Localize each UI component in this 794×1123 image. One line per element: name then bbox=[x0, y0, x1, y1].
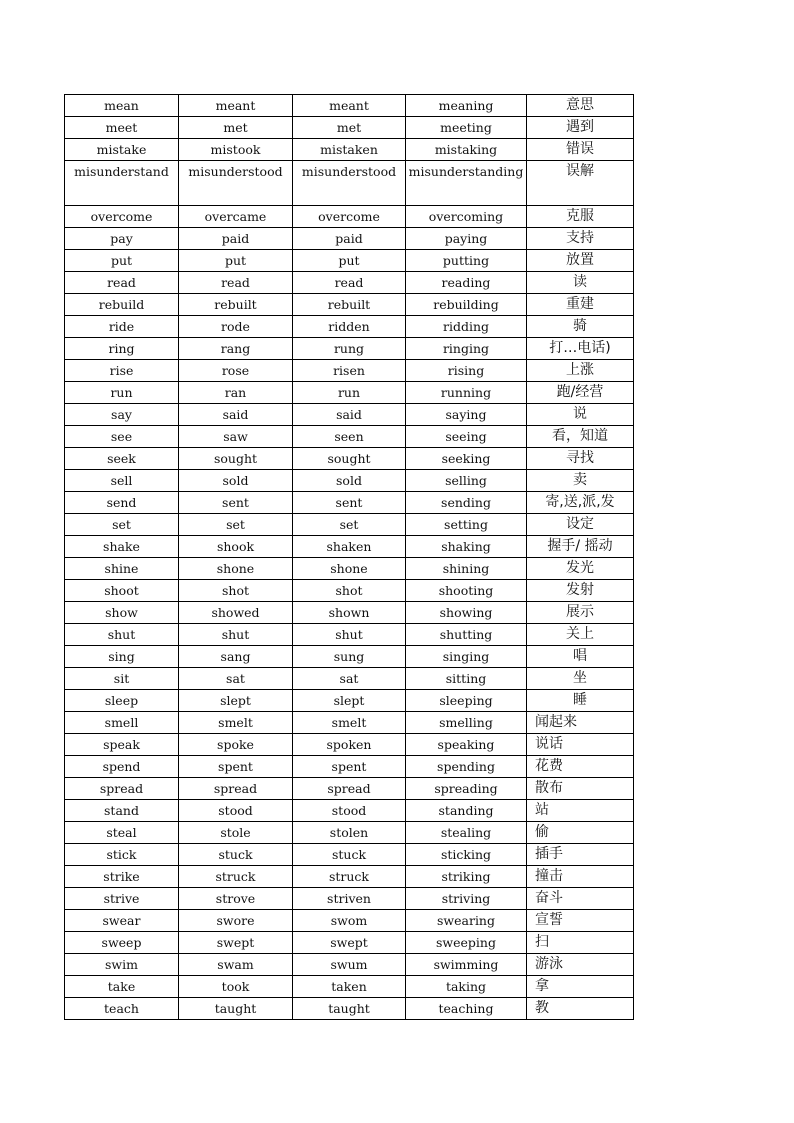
present-participle-cell: shaking bbox=[406, 536, 527, 558]
past-tense-cell: overcame bbox=[179, 206, 293, 228]
chinese-meaning-cell: 睡 bbox=[527, 690, 634, 712]
table-row bbox=[65, 117, 634, 139]
chinese-meaning-cell: 跑/经营 bbox=[527, 382, 634, 404]
table-row bbox=[65, 800, 634, 822]
base-form-cell: sing bbox=[65, 646, 179, 668]
table-row bbox=[65, 492, 634, 514]
chinese-meaning-cell: 握手/ 摇动 bbox=[527, 536, 634, 558]
base-form-cell: sit bbox=[65, 668, 179, 690]
past-participle-cell: set bbox=[293, 514, 406, 536]
present-participle-cell: smelling bbox=[406, 712, 527, 734]
present-participle-cell: putting bbox=[406, 250, 527, 272]
past-participle-cell: smelt bbox=[293, 712, 406, 734]
chinese-meaning-cell: 寻找 bbox=[527, 448, 634, 470]
base-form-cell: overcome bbox=[65, 206, 179, 228]
chinese-meaning-cell: 支持 bbox=[527, 228, 634, 250]
base-form-cell: shake bbox=[65, 536, 179, 558]
past-participle-cell: sold bbox=[293, 470, 406, 492]
past-tense-cell: showed bbox=[179, 602, 293, 624]
base-form-cell: take bbox=[65, 976, 179, 998]
chinese-meaning-cell: 奋斗 bbox=[527, 888, 634, 910]
present-participle-cell: sleeping bbox=[406, 690, 527, 712]
table-row bbox=[65, 536, 634, 558]
chinese-meaning-cell: 说 bbox=[527, 404, 634, 426]
present-participle-cell: reading bbox=[406, 272, 527, 294]
base-form-cell: misunderstand bbox=[65, 161, 179, 206]
table-row bbox=[65, 139, 634, 161]
present-participle-cell: speaking bbox=[406, 734, 527, 756]
present-participle-cell: saying bbox=[406, 404, 527, 426]
table-row bbox=[65, 514, 634, 536]
table-row bbox=[65, 228, 634, 250]
past-participle-cell: put bbox=[293, 250, 406, 272]
base-form-cell: strive bbox=[65, 888, 179, 910]
past-tense-cell: misunderstood bbox=[179, 161, 293, 206]
base-form-cell: stick bbox=[65, 844, 179, 866]
chinese-meaning-cell: 放置 bbox=[527, 250, 634, 272]
past-tense-cell: sold bbox=[179, 470, 293, 492]
past-tense-cell: said bbox=[179, 404, 293, 426]
chinese-meaning-cell: 唱 bbox=[527, 646, 634, 668]
base-form-cell: sleep bbox=[65, 690, 179, 712]
table-row bbox=[65, 602, 634, 624]
chinese-meaning-cell: 打…电话) bbox=[527, 338, 634, 360]
table-row bbox=[65, 712, 634, 734]
base-form-cell: shoot bbox=[65, 580, 179, 602]
chinese-meaning-cell: 教 bbox=[527, 998, 634, 1020]
verb-table-body bbox=[65, 95, 634, 1020]
base-form-cell: shut bbox=[65, 624, 179, 646]
table-row bbox=[65, 95, 634, 117]
past-participle-cell: taught bbox=[293, 998, 406, 1020]
past-tense-cell: spread bbox=[179, 778, 293, 800]
base-form-cell: strike bbox=[65, 866, 179, 888]
base-form-cell: stand bbox=[65, 800, 179, 822]
present-participle-cell: rising bbox=[406, 360, 527, 382]
base-form-cell: mean bbox=[65, 95, 179, 117]
past-tense-cell: smelt bbox=[179, 712, 293, 734]
past-tense-cell: ran bbox=[179, 382, 293, 404]
base-form-cell: run bbox=[65, 382, 179, 404]
table-row bbox=[65, 250, 634, 272]
table-row bbox=[65, 976, 634, 998]
past-participle-cell: shut bbox=[293, 624, 406, 646]
past-participle-cell: sung bbox=[293, 646, 406, 668]
base-form-cell: sell bbox=[65, 470, 179, 492]
table-row bbox=[65, 580, 634, 602]
past-tense-cell: sent bbox=[179, 492, 293, 514]
table-row bbox=[65, 932, 634, 954]
past-tense-cell: swam bbox=[179, 954, 293, 976]
past-participle-cell: struck bbox=[293, 866, 406, 888]
past-tense-cell: shook bbox=[179, 536, 293, 558]
table-row bbox=[65, 294, 634, 316]
base-form-cell: smell bbox=[65, 712, 179, 734]
chinese-meaning-cell: 展示 bbox=[527, 602, 634, 624]
past-participle-cell: met bbox=[293, 117, 406, 139]
present-participle-cell: setting bbox=[406, 514, 527, 536]
past-tense-cell: rose bbox=[179, 360, 293, 382]
present-participle-cell: ridding bbox=[406, 316, 527, 338]
table-row bbox=[65, 161, 634, 206]
chinese-meaning-cell: 遇到 bbox=[527, 117, 634, 139]
present-participle-cell: misunderstanding bbox=[406, 161, 527, 206]
chinese-meaning-cell: 发射 bbox=[527, 580, 634, 602]
base-form-cell: put bbox=[65, 250, 179, 272]
past-tense-cell: sought bbox=[179, 448, 293, 470]
past-tense-cell: rebuilt bbox=[179, 294, 293, 316]
chinese-meaning-cell: 克服 bbox=[527, 206, 634, 228]
table-row bbox=[65, 756, 634, 778]
chinese-meaning-cell: 重建 bbox=[527, 294, 634, 316]
base-form-cell: rebuild bbox=[65, 294, 179, 316]
chinese-meaning-cell: 意思 bbox=[527, 95, 634, 117]
chinese-meaning-cell: 误解 bbox=[527, 161, 634, 206]
past-tense-cell: sang bbox=[179, 646, 293, 668]
chinese-meaning-cell: 游泳 bbox=[527, 954, 634, 976]
past-participle-cell: run bbox=[293, 382, 406, 404]
base-form-cell: mistake bbox=[65, 139, 179, 161]
present-participle-cell: spending bbox=[406, 756, 527, 778]
present-participle-cell: stealing bbox=[406, 822, 527, 844]
base-form-cell: shine bbox=[65, 558, 179, 580]
chinese-meaning-cell: 上涨 bbox=[527, 360, 634, 382]
past-tense-cell: spent bbox=[179, 756, 293, 778]
table-row bbox=[65, 426, 634, 448]
present-participle-cell: striving bbox=[406, 888, 527, 910]
past-participle-cell: taken bbox=[293, 976, 406, 998]
chinese-meaning-cell: 扫 bbox=[527, 932, 634, 954]
past-participle-cell: seen bbox=[293, 426, 406, 448]
past-tense-cell: paid bbox=[179, 228, 293, 250]
table-row bbox=[65, 206, 634, 228]
table-row bbox=[65, 668, 634, 690]
present-participle-cell: spreading bbox=[406, 778, 527, 800]
present-participle-cell: sweeping bbox=[406, 932, 527, 954]
table-row bbox=[65, 734, 634, 756]
past-participle-cell: stood bbox=[293, 800, 406, 822]
base-form-cell: meet bbox=[65, 117, 179, 139]
present-participle-cell: shooting bbox=[406, 580, 527, 602]
present-participle-cell: meaning bbox=[406, 95, 527, 117]
past-participle-cell: ridden bbox=[293, 316, 406, 338]
past-participle-cell: shaken bbox=[293, 536, 406, 558]
past-participle-cell: shone bbox=[293, 558, 406, 580]
verb-table bbox=[64, 94, 634, 1020]
present-participle-cell: shutting bbox=[406, 624, 527, 646]
table-row bbox=[65, 316, 634, 338]
chinese-meaning-cell: 设定 bbox=[527, 514, 634, 536]
table-row bbox=[65, 646, 634, 668]
past-participle-cell: meant bbox=[293, 95, 406, 117]
past-participle-cell: spread bbox=[293, 778, 406, 800]
past-participle-cell: shot bbox=[293, 580, 406, 602]
present-participle-cell: teaching bbox=[406, 998, 527, 1020]
past-tense-cell: swore bbox=[179, 910, 293, 932]
past-tense-cell: mistook bbox=[179, 139, 293, 161]
present-participle-cell: paying bbox=[406, 228, 527, 250]
chinese-meaning-cell: 看，知道 bbox=[527, 426, 634, 448]
chinese-meaning-cell: 闻起来 bbox=[527, 712, 634, 734]
present-participle-cell: sitting bbox=[406, 668, 527, 690]
chinese-meaning-cell: 卖 bbox=[527, 470, 634, 492]
chinese-meaning-cell: 撞击 bbox=[527, 866, 634, 888]
present-participle-cell: rebuilding bbox=[406, 294, 527, 316]
base-form-cell: swim bbox=[65, 954, 179, 976]
present-participle-cell: running bbox=[406, 382, 527, 404]
past-participle-cell: stuck bbox=[293, 844, 406, 866]
base-form-cell: steal bbox=[65, 822, 179, 844]
chinese-meaning-cell: 插手 bbox=[527, 844, 634, 866]
past-tense-cell: rang bbox=[179, 338, 293, 360]
table-row bbox=[65, 448, 634, 470]
past-tense-cell: meant bbox=[179, 95, 293, 117]
base-form-cell: spread bbox=[65, 778, 179, 800]
chinese-meaning-cell: 发光 bbox=[527, 558, 634, 580]
past-tense-cell: shot bbox=[179, 580, 293, 602]
table-row bbox=[65, 338, 634, 360]
chinese-meaning-cell: 偷 bbox=[527, 822, 634, 844]
present-participle-cell: meeting bbox=[406, 117, 527, 139]
past-participle-cell: spent bbox=[293, 756, 406, 778]
past-participle-cell: mistaken bbox=[293, 139, 406, 161]
past-tense-cell: stood bbox=[179, 800, 293, 822]
present-participle-cell: shining bbox=[406, 558, 527, 580]
past-tense-cell: sat bbox=[179, 668, 293, 690]
past-tense-cell: stole bbox=[179, 822, 293, 844]
base-form-cell: see bbox=[65, 426, 179, 448]
base-form-cell: ride bbox=[65, 316, 179, 338]
past-tense-cell: taught bbox=[179, 998, 293, 1020]
base-form-cell: set bbox=[65, 514, 179, 536]
past-tense-cell: met bbox=[179, 117, 293, 139]
chinese-meaning-cell: 骑 bbox=[527, 316, 634, 338]
past-participle-cell: swum bbox=[293, 954, 406, 976]
present-participle-cell: mistaking bbox=[406, 139, 527, 161]
chinese-meaning-cell: 花费 bbox=[527, 756, 634, 778]
past-tense-cell: struck bbox=[179, 866, 293, 888]
present-participle-cell: singing bbox=[406, 646, 527, 668]
base-form-cell: ring bbox=[65, 338, 179, 360]
past-tense-cell: took bbox=[179, 976, 293, 998]
table-row bbox=[65, 954, 634, 976]
base-form-cell: teach bbox=[65, 998, 179, 1020]
present-participle-cell: standing bbox=[406, 800, 527, 822]
past-participle-cell: stolen bbox=[293, 822, 406, 844]
chinese-meaning-cell: 站 bbox=[527, 800, 634, 822]
past-participle-cell: spoken bbox=[293, 734, 406, 756]
table-row bbox=[65, 998, 634, 1020]
past-participle-cell: rung bbox=[293, 338, 406, 360]
past-tense-cell: rode bbox=[179, 316, 293, 338]
past-participle-cell: read bbox=[293, 272, 406, 294]
past-participle-cell: paid bbox=[293, 228, 406, 250]
past-participle-cell: sent bbox=[293, 492, 406, 514]
present-participle-cell: seeing bbox=[406, 426, 527, 448]
chinese-meaning-cell: 宣誓 bbox=[527, 910, 634, 932]
table-row bbox=[65, 382, 634, 404]
chinese-meaning-cell: 散布 bbox=[527, 778, 634, 800]
present-participle-cell: sticking bbox=[406, 844, 527, 866]
table-row bbox=[65, 844, 634, 866]
past-participle-cell: rebuilt bbox=[293, 294, 406, 316]
present-participle-cell: ringing bbox=[406, 338, 527, 360]
past-tense-cell: swept bbox=[179, 932, 293, 954]
table-row bbox=[65, 866, 634, 888]
chinese-meaning-cell: 说话 bbox=[527, 734, 634, 756]
base-form-cell: speak bbox=[65, 734, 179, 756]
base-form-cell: seek bbox=[65, 448, 179, 470]
present-participle-cell: swearing bbox=[406, 910, 527, 932]
past-participle-cell: swom bbox=[293, 910, 406, 932]
past-tense-cell: shone bbox=[179, 558, 293, 580]
past-participle-cell: swept bbox=[293, 932, 406, 954]
chinese-meaning-cell: 拿 bbox=[527, 976, 634, 998]
past-participle-cell: said bbox=[293, 404, 406, 426]
chinese-meaning-cell: 寄,送,派,发 bbox=[527, 492, 634, 514]
past-participle-cell: sat bbox=[293, 668, 406, 690]
past-tense-cell: saw bbox=[179, 426, 293, 448]
table-row bbox=[65, 404, 634, 426]
table-row bbox=[65, 558, 634, 580]
present-participle-cell: sending bbox=[406, 492, 527, 514]
past-tense-cell: set bbox=[179, 514, 293, 536]
present-participle-cell: seeking bbox=[406, 448, 527, 470]
past-tense-cell: read bbox=[179, 272, 293, 294]
past-participle-cell: risen bbox=[293, 360, 406, 382]
chinese-meaning-cell: 坐 bbox=[527, 668, 634, 690]
past-tense-cell: slept bbox=[179, 690, 293, 712]
past-tense-cell: put bbox=[179, 250, 293, 272]
past-tense-cell: stuck bbox=[179, 844, 293, 866]
past-participle-cell: misunderstood bbox=[293, 161, 406, 206]
table-row bbox=[65, 910, 634, 932]
present-participle-cell: selling bbox=[406, 470, 527, 492]
table-row bbox=[65, 778, 634, 800]
past-participle-cell: slept bbox=[293, 690, 406, 712]
past-tense-cell: spoke bbox=[179, 734, 293, 756]
table-row bbox=[65, 624, 634, 646]
chinese-meaning-cell: 关上 bbox=[527, 624, 634, 646]
chinese-meaning-cell: 错误 bbox=[527, 139, 634, 161]
table-row bbox=[65, 360, 634, 382]
base-form-cell: spend bbox=[65, 756, 179, 778]
past-participle-cell: shown bbox=[293, 602, 406, 624]
chinese-meaning-cell: 读 bbox=[527, 272, 634, 294]
base-form-cell: read bbox=[65, 272, 179, 294]
table-row bbox=[65, 470, 634, 492]
past-tense-cell: strove bbox=[179, 888, 293, 910]
table-row bbox=[65, 888, 634, 910]
base-form-cell: swear bbox=[65, 910, 179, 932]
table-row bbox=[65, 690, 634, 712]
present-participle-cell: showing bbox=[406, 602, 527, 624]
past-participle-cell: overcome bbox=[293, 206, 406, 228]
present-participle-cell: taking bbox=[406, 976, 527, 998]
base-form-cell: pay bbox=[65, 228, 179, 250]
present-participle-cell: overcoming bbox=[406, 206, 527, 228]
base-form-cell: say bbox=[65, 404, 179, 426]
base-form-cell: sweep bbox=[65, 932, 179, 954]
base-form-cell: show bbox=[65, 602, 179, 624]
table-row bbox=[65, 822, 634, 844]
past-participle-cell: striven bbox=[293, 888, 406, 910]
base-form-cell: rise bbox=[65, 360, 179, 382]
table-row bbox=[65, 272, 634, 294]
past-tense-cell: shut bbox=[179, 624, 293, 646]
present-participle-cell: swimming bbox=[406, 954, 527, 976]
past-participle-cell: sought bbox=[293, 448, 406, 470]
base-form-cell: send bbox=[65, 492, 179, 514]
present-participle-cell: striking bbox=[406, 866, 527, 888]
